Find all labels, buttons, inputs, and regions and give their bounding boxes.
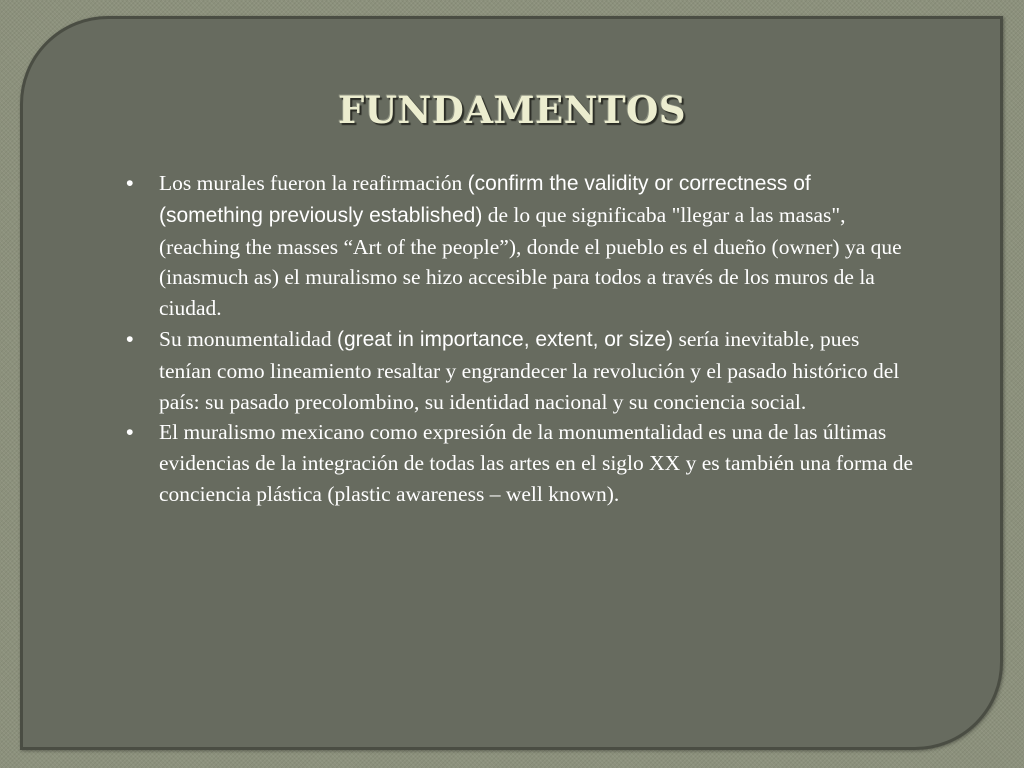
- bullet-icon: •: [126, 326, 134, 351]
- bullet-icon: •: [126, 171, 134, 195]
- bullet-icon: •: [126, 420, 134, 445]
- bullet-definition: (confirm the validity or correctness of (something previously established): [159, 172, 811, 227]
- bullet-item: [126, 324, 916, 417]
- bullet-text: Los murales fueron la reafirmación: [159, 171, 468, 195]
- bullet-text: sería inevitable, pues tenían como lineamiento resaltar y engrandecer la revolución y el pasado histórico del país: su pasado precolombino, su identidad nacional y su conciencia social.: [159, 326, 900, 414]
- bullet-item: [126, 417, 916, 509]
- slide-title: FUNDAMENTOS: [337, 88, 687, 132]
- bullet-list: [126, 168, 916, 510]
- bullet-text: de lo que significaba "llegar a las masas", (reaching the masses “Art of the people”), donde el pueblo es el dueño (owner) ya que (inasmuch as) el muralismo se hizo accesible para todos a través de los muros de la ciudad.: [159, 202, 902, 321]
- bullet-definition: (great in importance, extent, or size): [336, 327, 674, 351]
- bullet-text: Su monumentalidad: [159, 326, 337, 351]
- bullet-item: [126, 168, 916, 324]
- bullet-text: El muralismo mexicano como expresión de la monumentalidad es una de las últimas evidencias de la integración de todas las artes en el siglo XX y es también una forma de conciencia plástica (plastic awareness – well known).: [159, 420, 914, 506]
